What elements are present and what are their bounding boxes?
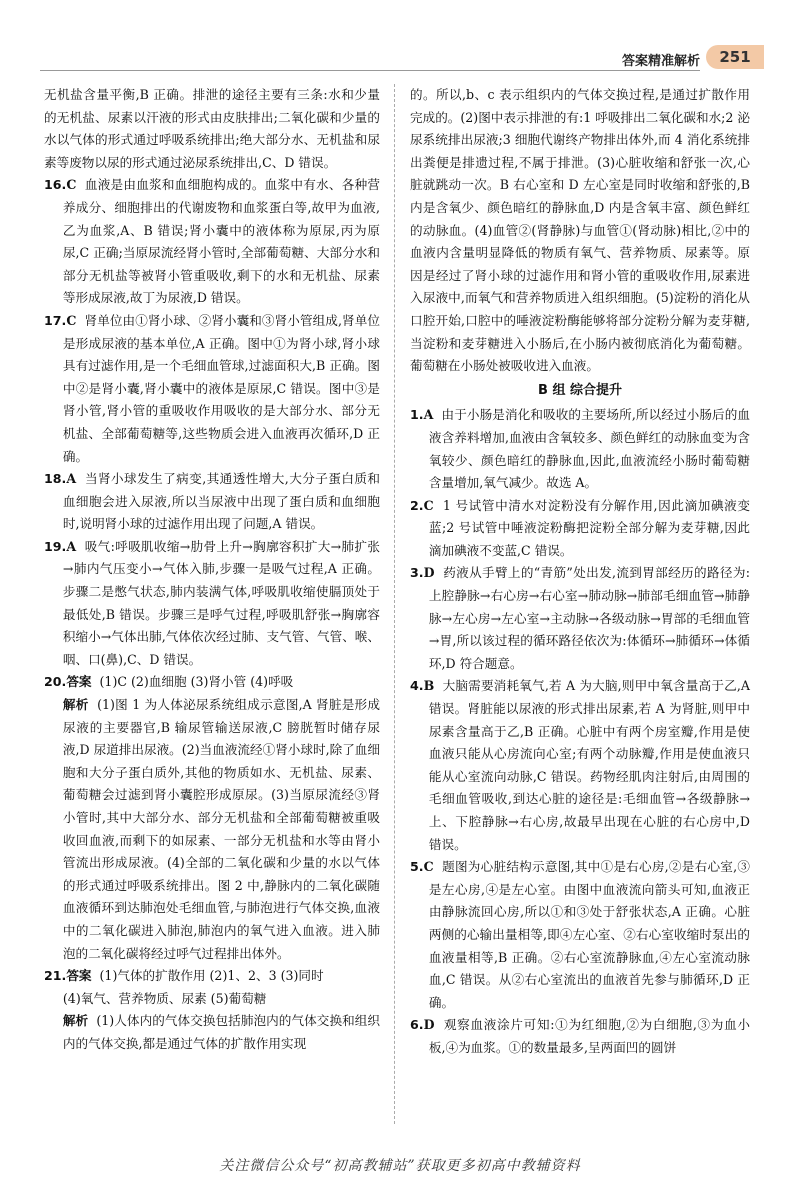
answer-item-b2	[410, 495, 750, 563]
item-answer: A	[66, 471, 77, 487]
item-number: 18.	[44, 471, 67, 487]
item-explanation: 吸气:呼吸肌收缩→肋骨上升→胸廓容积扩大→肺扩张→肺内气压变小→气体入肺,步骤一是吸气过程,A 正确。步骤二是憋气状态,肺内装满气体,呼吸肌收缩使膈顶处于最低处,B 错误。步骤三是呼气过程,呼吸肌舒张→胸廓容积缩小→气体出肺,气体依次经过肺、支气管、气管、喉、咽、口(鼻),C、D 错误。	[62, 538, 380, 667]
answer-item-21	[44, 965, 380, 988]
item-number: 17.	[44, 312, 67, 328]
page-number-badge: 251	[706, 45, 764, 69]
item-number: 20.	[44, 674, 67, 690]
item-answer: B	[423, 678, 435, 694]
item-answer: A	[66, 538, 77, 554]
item-number: 16.	[44, 177, 67, 193]
analysis-label: 解析	[62, 1013, 89, 1029]
column-divider	[394, 84, 395, 1124]
item-number: 19.	[44, 538, 67, 554]
answer-item-18	[44, 468, 380, 536]
header-label: 答案精准解析	[621, 54, 700, 69]
item-answers: (1)C (2)血细胞 (3)肾小管 (4)呼吸	[99, 674, 294, 690]
item-answer: C	[66, 177, 77, 193]
item-answer: C	[66, 312, 77, 328]
item-number: 5.	[410, 859, 424, 875]
answers-21-line2: (4)氧气、营养物质、尿素 (5)葡萄糖	[62, 990, 267, 1006]
header-rule	[40, 70, 700, 71]
answer-item-b4	[410, 675, 750, 856]
analysis-label: 解析	[62, 697, 89, 713]
right-column	[410, 84, 750, 1060]
footer-note: 关注微信公众号“初高教辅站”获取更多初高中教辅资料	[219, 1158, 581, 1174]
answer-item-20	[44, 671, 380, 694]
answer-item-b6	[410, 1014, 750, 1059]
item-explanation: 血液是由血浆和血细胞构成的。血浆中有水、各种营养成分、细胞排出的代谢废物和血浆蛋白等,故甲为血液,乙为血浆,A、B 错误;肾小囊中的液体称为原尿,丙为原尿,C 正确;当原尿流经肾小管时,全部葡萄糖、大部分水和部分无机盐等被肾小管重吸收,剩下的水和无机盐、尿素等形成尿液,故丁为尿液,D 错误。	[62, 177, 381, 306]
answer-item-b5	[410, 856, 750, 1014]
item-number: 2.	[410, 497, 424, 513]
item-number: 6.	[410, 1017, 424, 1033]
analysis-21	[44, 1010, 380, 1055]
page-header	[0, 0, 800, 72]
item-answer: D	[423, 565, 435, 581]
item-explanation: 题图为心脏结构示意图,其中①是右心房,②是右心室,③是左心房,④是左心室。由图中血液流向箭头可知,血液正由静脉流回心房,所以①和③处于舒张状态,A 正确。心脏两侧的心输出量相等,即④左心室、②右心室收缩时泵出的血液量相等,B 正确。②右心室流静脉血,④左心室流动脉血,C 错误。从②右心室流出的血液首先参与肺循环,D 正确。	[428, 859, 750, 1010]
item-explanation: 药液从手臂上的“青筋”处出发,流到胃部经历的路径为:上腔静脉→右心房→右心室→肺动脉→肺部毛细血管→肺静脉→左心房→左心室→主动脉→各级动脉→胃部的毛细血管→胃,所以该过程的循环路径依次为:体循环→肺循环→体循环,D 符合题意。	[428, 565, 750, 671]
item-answer: A	[423, 407, 434, 423]
intro-paragraph: 无机盐含量平衡,B 正确。排泄的途径主要有三条:水和少量的无机盐、尿素以汗液的形式由皮肤排出;二氧化碳和少量的水以气体的形式通过呼吸系统排出;绝大部分水、无机盐和尿素等废物以尿的形式通过泌尿系统排出,C、D 错误。	[44, 87, 380, 170]
answer-label: 答案	[66, 968, 92, 984]
item-answers: (1)气体的扩散作用 (2)1、2、3 (3)同时	[99, 968, 324, 984]
item-answer: D	[423, 1017, 435, 1033]
q21-continued: 的。所以,b、c 表示组织内的气体交换过程,是通过扩散作用完成的。(2)图中表示排泄的有:1 呼吸排出二氧化碳和水;2 泌尿系统排出尿液;3 细胞代谢终产物排出体外,而 4 消化系统排出粪便是排遗过程,不属于排泄。(3)心脏收缩和舒张一次,心脏就跳动一次。B 右心室和 D 左心室是同时收缩和舒张的,B 内是含氧少、颜色暗红的静脉血,D 内是含氧丰富、颜色鲜红的动脉血。(4)血管②(肾静脉)与血管①(肾动脉)相比,②中的血液内含量明显降低的物质有氧气、营养物质、尿素等。原因是经过了肾小球的过滤作用和肾小管的重吸收作用,尿素进入尿液中,而氧气和营养物质进入组织细胞。(5)淀粉的消化从口腔开始,口腔中的唾液淀粉酶能够将部分淀粉分解为麦芽糖,当淀粉和麦芽糖进入小肠后,在小肠内被彻底消化为葡萄糖。葡萄糖在小肠处被吸收进入血液。	[410, 87, 751, 374]
item-number: 4.	[410, 678, 424, 694]
section-title: B 组 综合提升	[538, 382, 622, 398]
item-answer: C	[423, 497, 434, 513]
item-explanation: 由于小肠是消化和吸收的主要场所,所以经过小肠后的血液含养料增加,血液由含氧较多、颜色鲜红的动脉血变为含氧较少、颜色暗红的静脉血,因此,血液流经小肠时葡萄糖含量增加,氧气减少。故选 A。	[428, 407, 750, 491]
answer-item-17	[44, 310, 380, 468]
item-explanation: 大脑需要消耗氧气,若 A 为大脑,则甲中氧含量高于乙,A 错误。肾脏能以尿液的形式排出尿素,若 A 为肾脏,则甲中尿素含量高于乙,B 正确。心脏中有两个房室瓣,作用是使血液只能从心房流向心室;有两个动脉瓣,作用是使血液只能从心室流向动脉,C 错误。药物经肌肉注射后,由周围的毛细血管吸收,到达心脏的途径是:毛细血管→各级静脉→上、下腔静脉→右心房,故最早出现在心脏的右心房中,D 错误。	[428, 678, 750, 852]
answer-item-b3	[410, 562, 750, 675]
item-answer: C	[423, 859, 434, 875]
item-explanation: 当肾小球发生了病变,其通透性增大,大分子蛋白质和血细胞会进入尿液,所以当尿液中出现了蛋白质和血细胞时,说明肾小球的过滤作用出现了问题,A 错误。	[62, 471, 380, 532]
item-explanation: 观察血液涂片可知:①为红细胞,②为白细胞,③为血小板,④为血浆。①的数量最多,呈两面凹的圆饼	[428, 1017, 750, 1055]
analysis-text: (1)图 1 为人体泌尿系统组成示意图,A 肾脏是形成尿液的主要器官,B 输尿管输送尿液,C 膀胱暂时储存尿液,D 尿道排出尿液。(2)当血液流经①肾小球时,除了血细胞和大分子蛋白质外,其他的物质如水、无机盐、尿素、葡萄糖会过滤到肾小囊腔形成原尿。(3)当原尿流经③肾小管时,其中大部分水、部分无机盐和全部葡萄糖被重吸收回血液,而剩下的如尿素、一部分无机盐和水等由肾小管流出形成尿液。(4)全部的二氧化碳和少量的水以气体的形式通过呼吸系统排出。图 2 中,静脉内的二氧化碳随血液循环到达肺泡处毛细血管,与肺泡进行气体交换,血液中的二氧化碳进入肺泡,肺泡内的氧气进入血液。进入肺泡的二氧化碳将经过呼气过程排出体外。	[62, 697, 380, 961]
item-explanation: 1 号试管中清水对淀粉没有分解作用,因此滴加碘液变蓝;2 号试管中唾液淀粉酶把淀粉全部分解为麦芽糖,因此滴加碘液不变蓝,C 错误。	[428, 497, 750, 558]
item-number: 21.	[44, 968, 67, 984]
item-number: 1.	[410, 407, 424, 423]
answer-item-19	[44, 536, 380, 672]
analysis-20	[44, 694, 380, 965]
answer-item-16	[44, 174, 380, 310]
item-explanation: 肾单位由①肾小球、②肾小囊和③肾小管组成,肾单位是形成尿液的基本单位,A 正确。图中①为肾小球,肾小球具有过滤作用,是一个毛细血管球,过滤面积大,B 正确。图中②是肾小囊,肾小囊中的液体是原尿,C 错误。图中③是肾小管,肾小管的重吸收作用吸收的是大部分水、部分无机盐、全部葡萄糖等,这些物质会进入血液再次循环,D 正确。	[62, 312, 380, 464]
left-column	[44, 84, 380, 1056]
answer-item-b1	[410, 404, 750, 494]
item-number: 3.	[410, 565, 424, 581]
answer-label: 答案	[66, 674, 92, 690]
analysis-text: (1)人体内的气体交换包括肺泡内的气体交换和组织内的气体交换,都是通过气体的扩散作用实现	[62, 1013, 381, 1051]
